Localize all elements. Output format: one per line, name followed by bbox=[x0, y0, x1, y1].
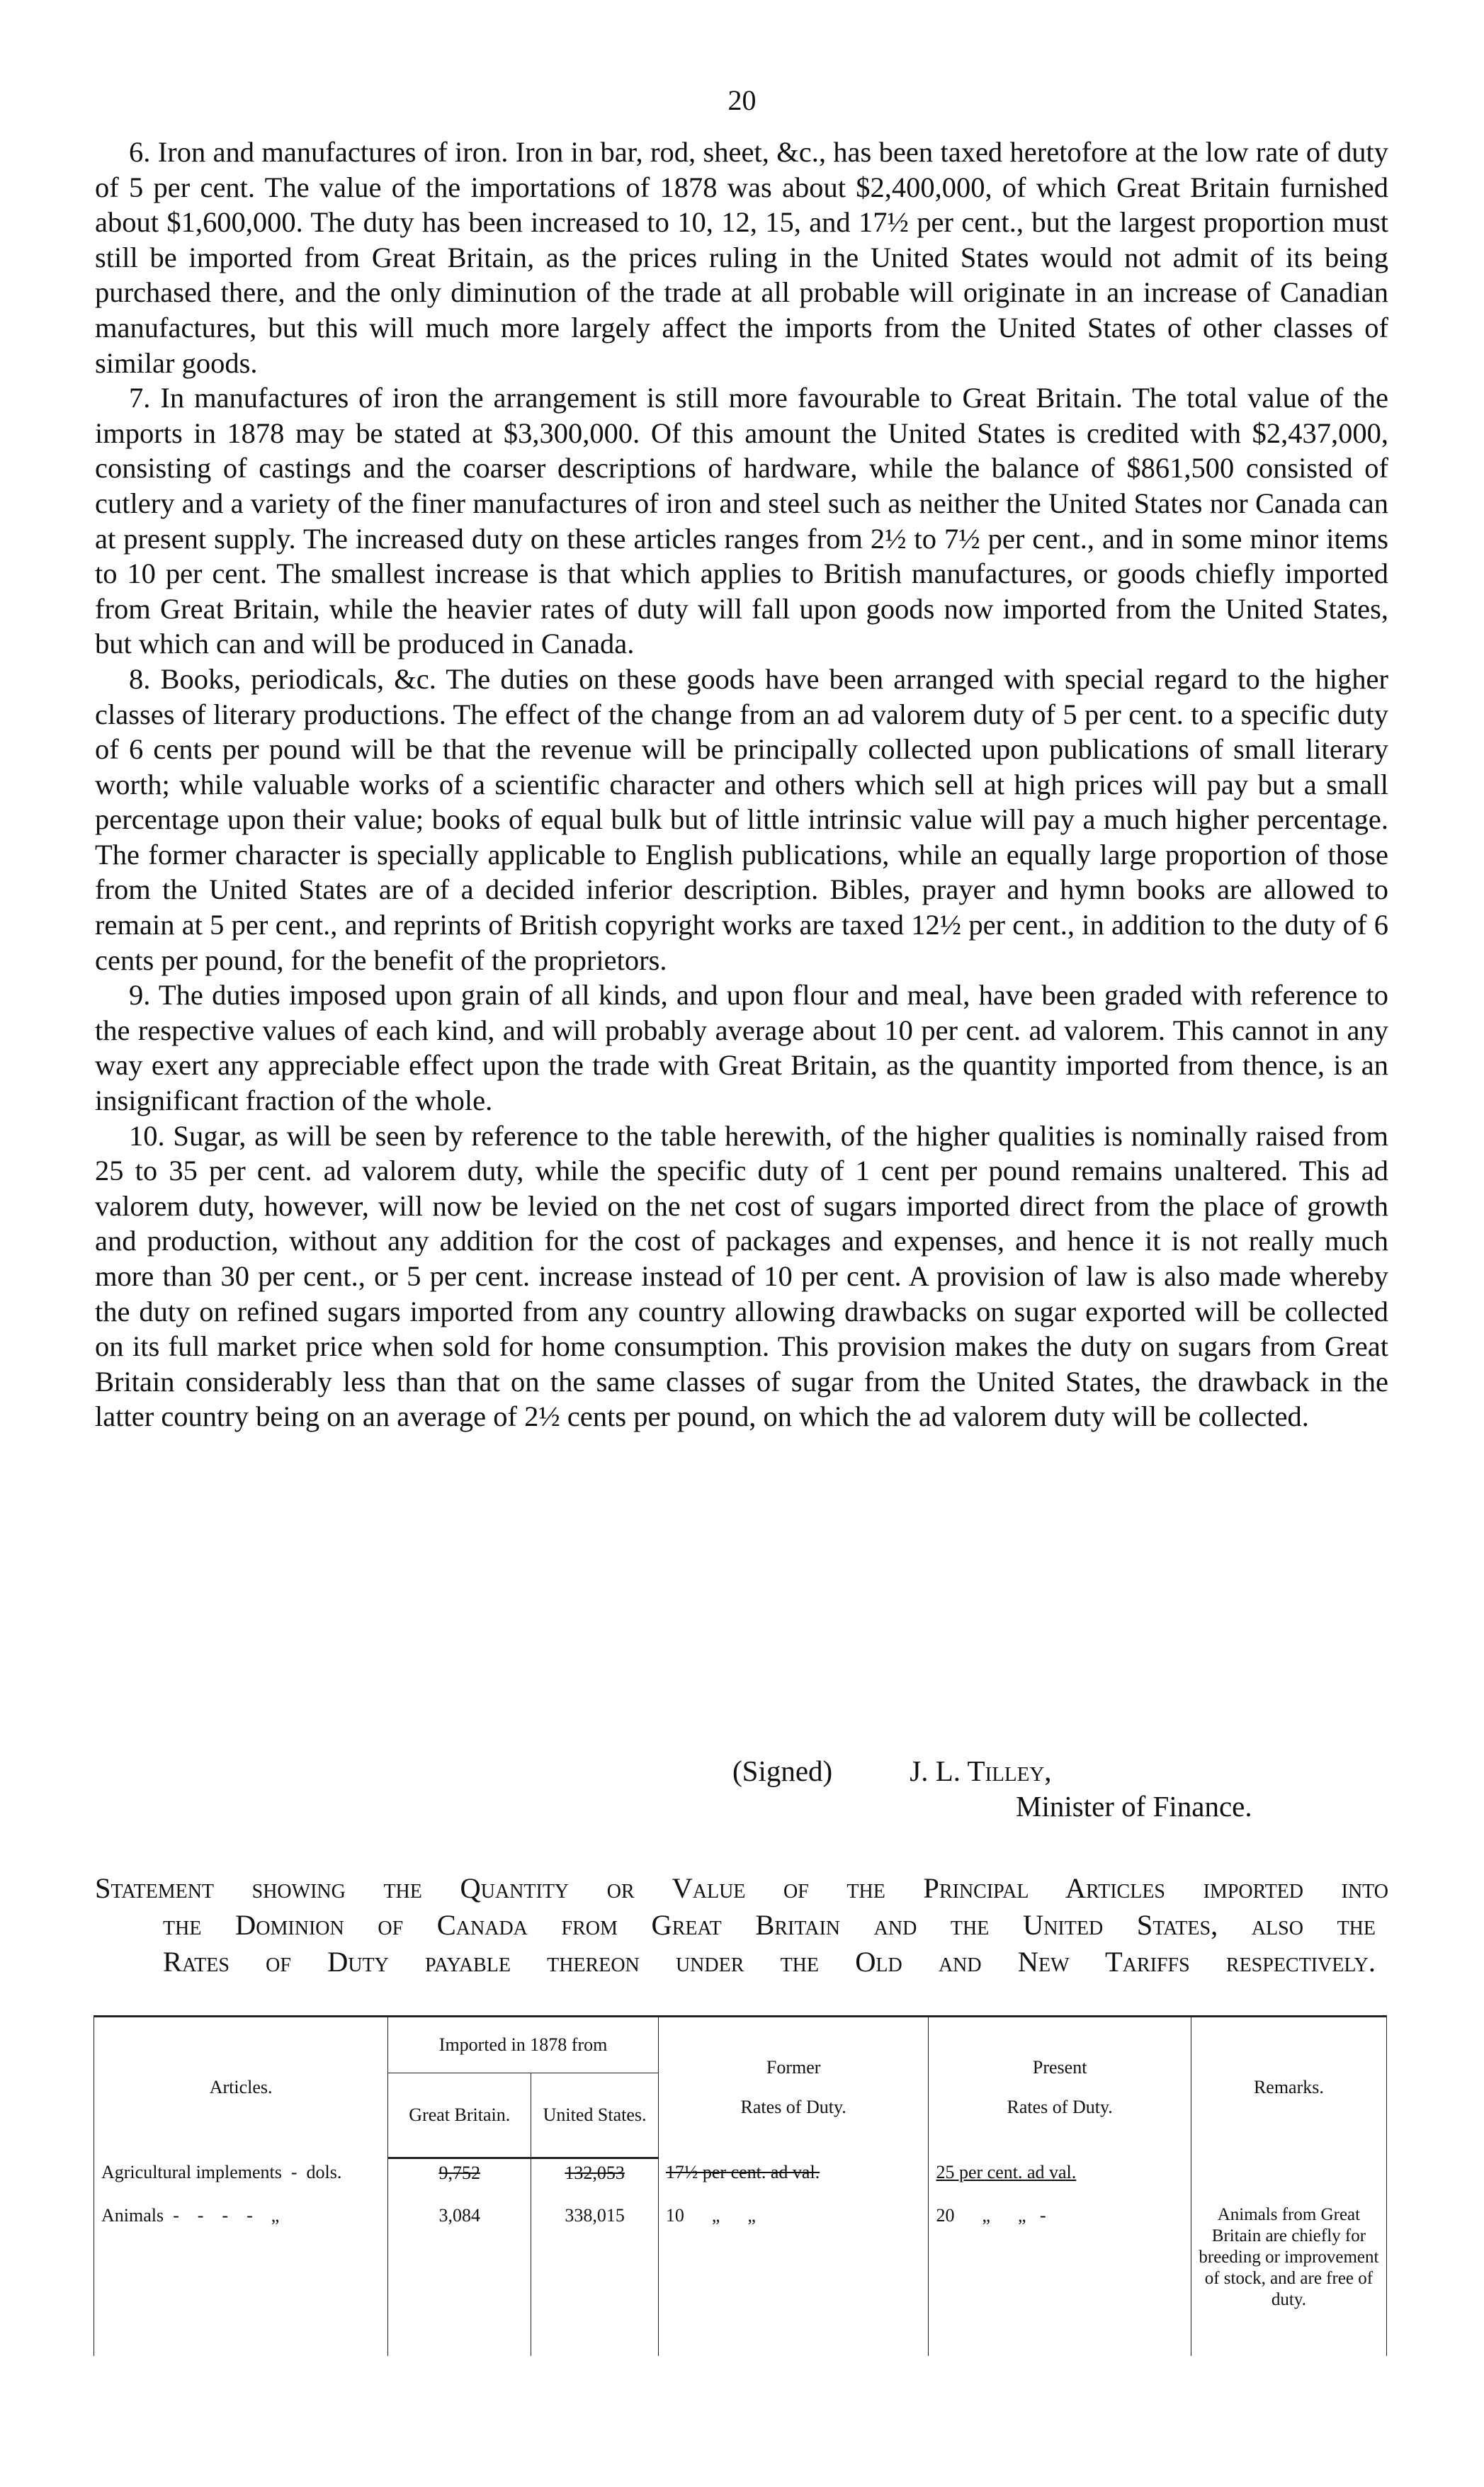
col-header-articles: Articles. bbox=[94, 2017, 388, 2158]
col-header-great-britain: Great Britain. bbox=[388, 2073, 531, 2158]
statement-heading bbox=[95, 1870, 1388, 1981]
united-states-cell: 132,053 bbox=[531, 2158, 659, 2202]
signed-label: (Signed) bbox=[732, 1755, 833, 1787]
table-row bbox=[94, 2202, 1387, 2356]
paragraph-iron: 6. Iron and manufactures of iron. Iron in bar, rod, sheet, &c., has been taxed heretofore at the low rate of duty of 5 per cent. The value of the importations of 1878 was about $2,400,000, of which Great Britain furnished about $1,600,000. The duty has been increased to 10, 12, 15, and 17½ per cent., but the largest proportion must still be imported from Great Britain, as the prices ruling in the United States would not admit of its being purchased there, and the only diminution of the trade at all probable will originate in an increase of Canadian manufactures, but this will much more largely affect the imports from the United States of other classes of similar goods. bbox=[95, 136, 1388, 379]
page-number: 20 bbox=[727, 84, 757, 116]
paragraph-grain: 9. The duties imposed upon grain of all kinds, and upon flour and meal, have been graded with reference to the respective values of each kind, and will probably average about 10 per cent. ad valorem. This cannot in any way exert any appreciable effect upon the trade with Great Britain, as the quantity imported from thence, is an insignificant fraction of the whole. bbox=[95, 979, 1388, 1117]
imports-table bbox=[94, 2015, 1387, 2356]
col-header-present bbox=[929, 2017, 1191, 2158]
signatory-title: Minister of Finance. bbox=[1016, 1790, 1252, 1823]
paragraph-manufactures-of-iron: 7. In manufactures of iron the arrangement is still more favourable to Great Britain. The total value of the imports in 1878 may be stated at $3,300,000. Of this amount the United States is credited with $2,437,000, consisting of castings and the coarser descriptions of hardware, while the balance of $861,500 consisted of cutlery and a variety of the finer manufactures of iron and steel such as neither the United States nor Canada can at present supply. The increased duty on these articles ranges from 2½ to 7½ per cent., and in some minor items to 10 per cent. The smallest increase is that which applies to British manufactures, or goods chiefly imported from Great Britain, while the heavier rates of duty will fall upon goods now imported from the United States, but which can and will be produced in Canada. bbox=[95, 382, 1388, 660]
table-row bbox=[94, 2158, 1387, 2202]
statement-line-1: Statement showing the Quantity or Value of the Principal Articles imported into bbox=[95, 1872, 1388, 1904]
remarks-cell bbox=[1191, 2158, 1386, 2202]
paragraph-sugar: 10. Sugar, as will be seen by reference to the table herewith, of the higher qualities is nominally raised from 25 to 35 per cent. ad valorem duty, while the specific duty of 1 cent per pound remains unaltered. This ad valorem duty, however, will now be levied on the net cost of sugars imported direct from the place of growth and production, without any addition for the cost of packages and expenses, and hence it is not really much more than 30 per cent., or 5 per cent. increase instead of 10 per cent. A provision of law is also made whereby the duty on refined sugars imported from any country allowing drawbacks on sugar exported will be collected on its full market price when sold for home consumption. This provision makes the duty on sugars from Great Britain considerably less than that on the same classes of sugar from the United States, the drawback in the latter country being on an average of 2½ cents per pound, on which the ad valorem duty will be collected. bbox=[95, 1119, 1388, 1433]
article-cell: Agricultural implements - dols. bbox=[94, 2158, 388, 2202]
col-header-united-states: United States. bbox=[531, 2073, 659, 2158]
col-header-imported: Imported in 1878 from bbox=[388, 2017, 659, 2073]
article-cell: Animals - - - - „ bbox=[94, 2202, 388, 2356]
remarks-cell: Animals from Great Britain are chiefly for breeding or improvement of stock, and are free of duty. bbox=[1191, 2202, 1386, 2356]
report-body bbox=[95, 135, 1388, 1434]
paragraph-books: 8. Books, periodicals, &c. The duties on these goods have been arranged with special regard to the higher classes of literary productions. The effect of the change from an ad valorem duty of 5 per cent. to a specific duty of 6 cents per pound will be that the revenue will be principally collected upon publications of small literary worth; while valuable works of a scientific character and others which sell at high prices will pay but a small percentage upon their value; books of equal bulk but of little intrinsic value will pay a much higher percentage. The former character is specially applicable to English publications, while an equally large proportion of those from the United States are of a decided inferior description. Bibles, prayer and hymn books are allowed to remain at 5 per cent., and reprints of British copyright works are taxed 12½ per cent., in addition to the duty of 6 cents per pound, for the benefit of the proprietors. bbox=[95, 662, 1388, 976]
col-header-former bbox=[658, 2017, 929, 2158]
united-states-cell: 338,015 bbox=[531, 2202, 659, 2356]
former-sub-label: Rates of Duty. bbox=[740, 2097, 846, 2118]
former-label: Former bbox=[766, 2057, 821, 2078]
statement-line-2: the Dominion of Canada from Great Britain and the United States, also the bbox=[163, 1909, 1376, 1941]
great-britain-cell: 9,752 bbox=[388, 2158, 531, 2202]
present-rate-cell: 25 per cent. ad val. bbox=[929, 2158, 1191, 2202]
former-rate-cell: 10 „ „ bbox=[658, 2202, 929, 2356]
present-rate-cell: 20 „ „ - bbox=[929, 2202, 1191, 2356]
signatory-name: J. L. Tilley, bbox=[910, 1755, 1052, 1787]
present-label: Present bbox=[1032, 2057, 1087, 2078]
col-header-remarks: Remarks. bbox=[1191, 2017, 1386, 2158]
former-rate-cell: 17½ per cent. ad val. bbox=[658, 2158, 929, 2202]
great-britain-cell: 3,084 bbox=[388, 2202, 531, 2356]
present-sub-label: Rates of Duty. bbox=[1007, 2097, 1113, 2118]
statement-line-3: Rates of Duty payable thereon under the Old and New Tariffs respectively. bbox=[163, 1946, 1376, 1978]
